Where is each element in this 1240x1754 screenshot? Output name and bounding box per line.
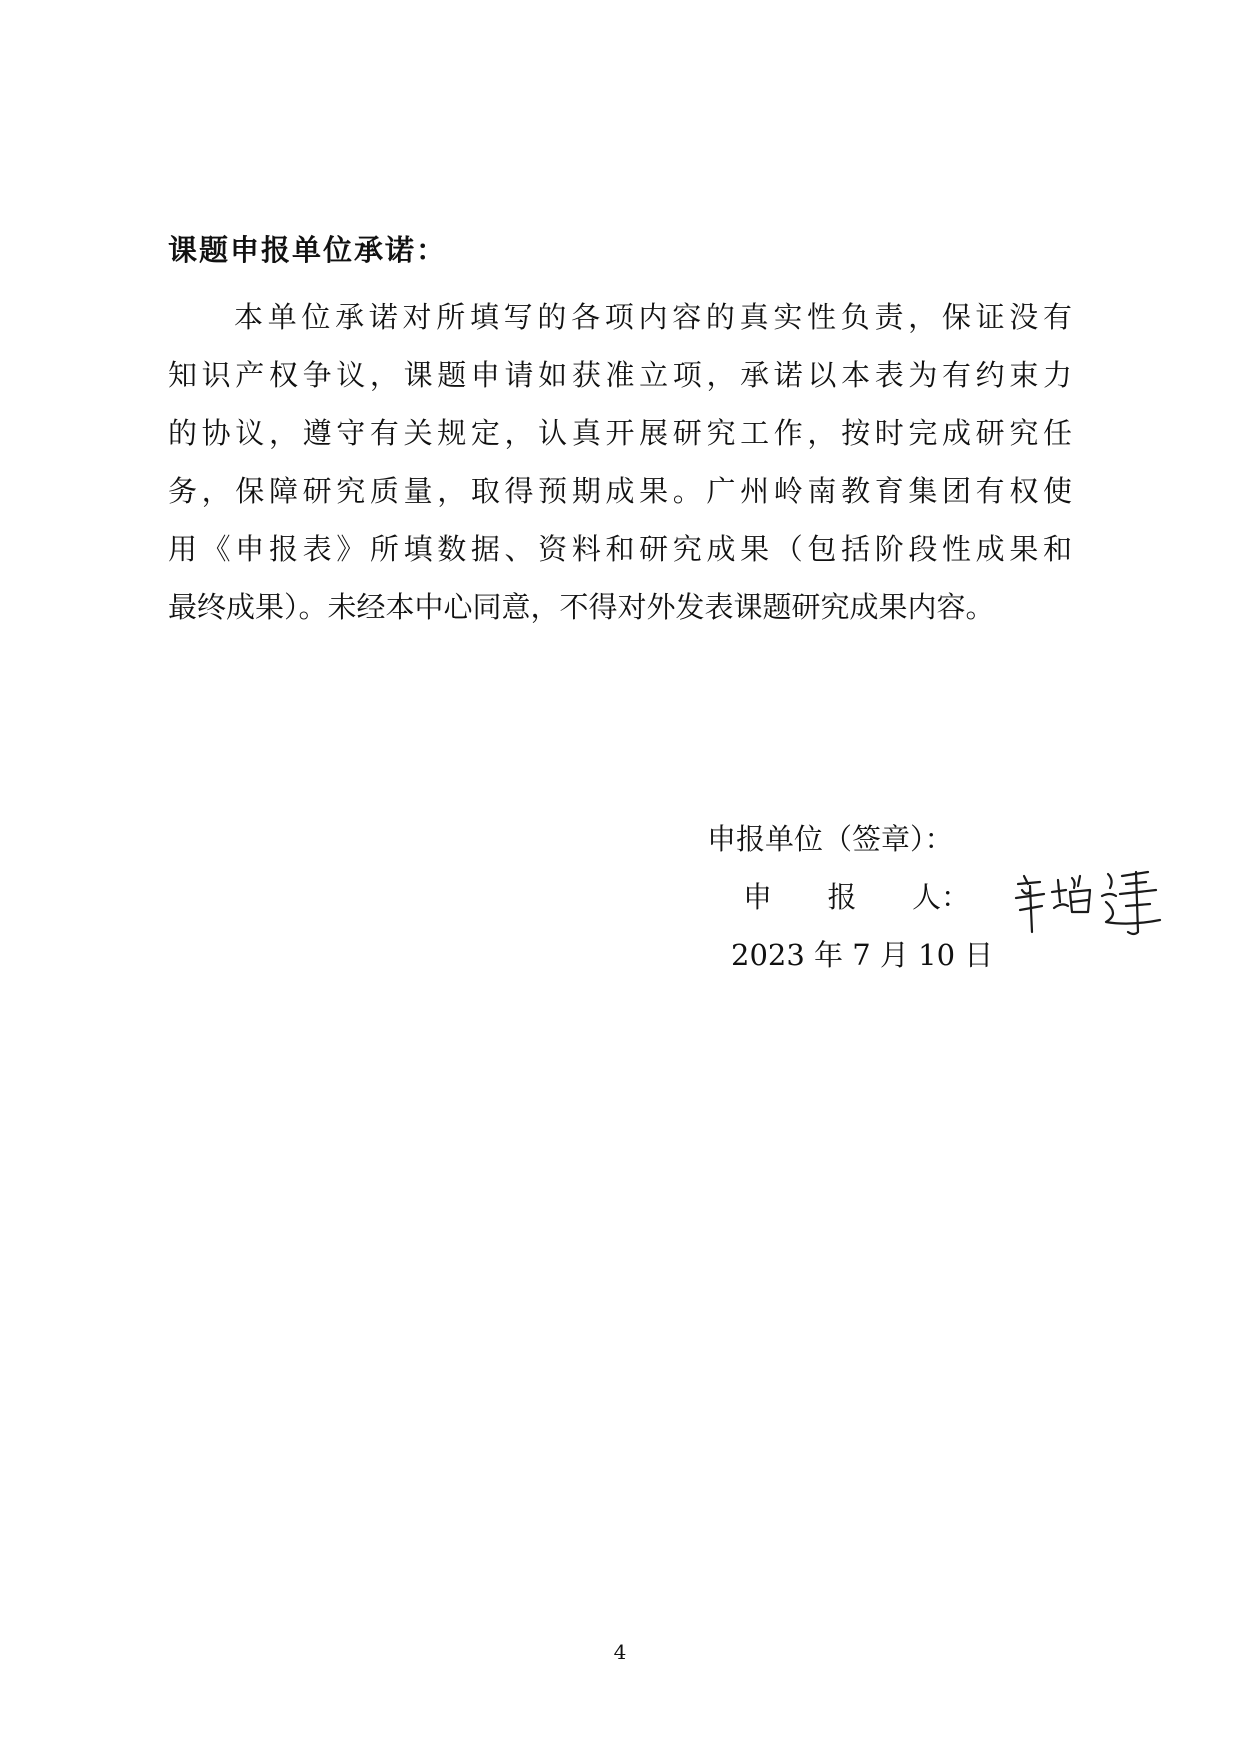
paragraph-line: 用《申报表》所填数据、资料和研究成果（包括阶段性成果和	[168, 532, 1072, 566]
handwritten-signature	[1010, 862, 1170, 942]
paragraph-line: 的协议，遵守有关规定，认真开展研究工作，按时完成研究任	[168, 416, 1072, 450]
paragraph-line: 知识产权争议，课题申请如获准立项，承诺以本表为有约束力	[168, 358, 1072, 392]
paragraph-line: 最终成果）。未经本中心同意，不得对外发表课题研究成果内容。	[168, 590, 995, 624]
applicant-label: 申报人	[743, 880, 941, 914]
signature-block	[707, 810, 993, 984]
date-row	[707, 926, 993, 984]
commitment-paragraph	[168, 288, 1088, 636]
applicant-colon: ：	[941, 880, 971, 914]
signing-date: 2023 年 7 月 10 日	[731, 938, 994, 972]
unit-seal-label: 申报单位（签章）：	[707, 822, 954, 856]
commitment-heading: 课题申报单位承诺：	[168, 233, 448, 267]
unit-seal-row	[707, 810, 993, 868]
page-number: 4	[613, 1640, 627, 1664]
paragraph-line: 务，保障研究质量，取得预期成果。广州岭南教育集团有权使	[168, 474, 1072, 508]
paragraph-line: 本单位承诺对所填写的各项内容的真实性负责，保证没有	[234, 300, 1072, 334]
applicant-row	[707, 868, 993, 926]
